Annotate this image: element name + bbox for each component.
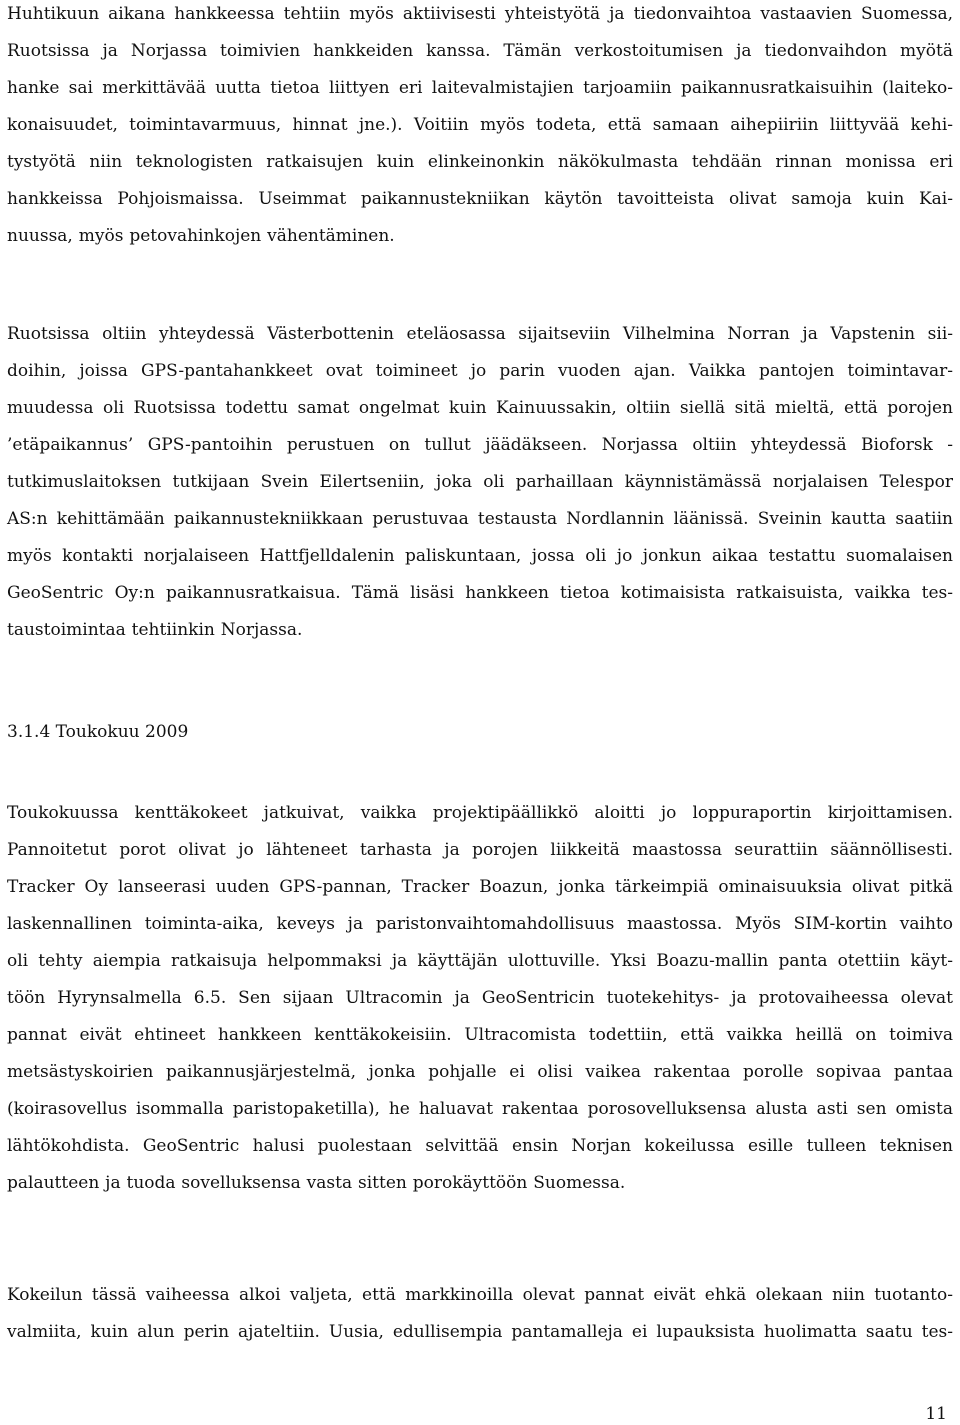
text-line: muudessa oli Ruotsissa todettu samat ongelmat kuin Kainuussakin, oltiin siellä sitä mieltä, että porojen — [7, 398, 953, 418]
text-line: oli tehty aiempia ratkaisuja helpommaksi ja käyttäjän ulottuville. Yksi Boazu-mallin panta otettiin käyt- — [7, 951, 953, 971]
text-line: lähtökohdista. GeoSentric halusi puolestaan selvittää ensin Norjan kokeilussa esille tulleen teknisen — [7, 1136, 953, 1156]
text-line: ’etäpaikannus’ GPS-pantoihin perustuen on tullut jäädäkseen. Norjassa oltiin yhteydessä Bioforsk - — [7, 435, 953, 455]
text-line: Tracker Oy lanseerasi uuden GPS-pannan, Tracker Boazun, jonka tärkeimpiä ominaisuuksia olivat pitkä — [7, 877, 953, 897]
text-line: taustoimintaa tehtiinkin Norjassa. — [7, 620, 303, 640]
text-line: Toukokuussa kenttäkokeet jatkuivat, vaikka projektipäällikkö aloitti jo loppuraportin kirjoittamisen. — [7, 803, 953, 823]
text-line: Ruotsissa ja Norjassa toimivien hankkeiden kanssa. Tämän verkostoitumisen ja tiedonvaihdon myötä — [7, 41, 953, 61]
text-line: tystyötä niin teknologisten ratkaisujen kuin elinkeinonkin näkökulmasta tehdään rinnan monissa eri — [7, 152, 953, 172]
paragraph-may-field-tests — [7, 795, 953, 1202]
paragraph-april-cooperation — [7, 0, 953, 255]
text-line: pannat eivät ehtineet hankkeen kenttäkokeisiin. Ultracomista todettiin, että vaikka heillä on toimiva — [7, 1025, 953, 1045]
paragraph-sweden-norway — [7, 316, 953, 649]
text-line: laskennallinen toiminta-aika, keveys ja paristonvaihtomahdollisuus maastossa. Myös SIM-kortin vaihto — [7, 914, 953, 934]
text-line: tutkimuslaitoksen tutkijaan Svein Eilertseniin, joka oli parhaillaan käynnistämässä norjalaisen Telespor — [7, 472, 953, 492]
text-line: konaisuudet, toimintavarmuus, hinnat jne.). Voitiin myös todeta, että samaan aihepiiriin liittyvää kehi- — [7, 115, 953, 135]
text-line: Huhtikuun aikana hankkeessa tehtiin myös aktiivisesti yhteistyötä ja tiedonvaihtoa vastaavien Suomessa, — [7, 4, 953, 24]
text-line: metsästyskoirien paikannusjärjestelmä, jonka pohjalle ei olisi vaikea rakentaa porolle sopivaa pantaa — [7, 1062, 953, 1082]
text-line: myös kontakti norjalaiseen Hattfjelldalenin paliskuntaan, jossa oli jo jonkun aikaa testattu suomalaisen — [7, 546, 953, 566]
text-line: valmiita, kuin alun perin ajateltiin. Uusia, edullisempia pantamalleja ei lupauksista huolimatta saatu tes- — [7, 1322, 953, 1342]
text-line: hankkeissa Pohjoismaissa. Useimmat paikannustekniikan käytön tavoitteista olivat samoja kuin Kai- — [7, 189, 953, 209]
paragraph-experiment-phase — [7, 1277, 953, 1351]
text-line: palautteen ja tuoda sovelluksensa vasta sitten porokäyttöön Suomessa. — [7, 1173, 626, 1193]
text-line: AS:n kehittämään paikannustekniikkaan perustuvaa testausta Nordlannin läänissä. Sveinin kautta saatiin — [7, 509, 953, 529]
section-heading: 3.1.4 Toukokuu 2009 — [7, 722, 189, 742]
text-line: (koirasovellus isommalla paristopaketilla), he haluavat rakentaa porosovelluksensa alusta asti sen omista — [7, 1099, 953, 1119]
text-line: töön Hyrynsalmella 6.5. Sen sijaan Ultracomin ja GeoSentricin tuotekehitys- ja protovaiheessa olevat — [7, 988, 953, 1008]
text-line: hanke sai merkittävää uutta tietoa liittyen eri laitevalmistajien tarjoamiin paikannusratkaisuihin (laiteko- — [7, 78, 953, 98]
text-line: Ruotsissa oltiin yhteydessä Västerbottenin eteläosassa sijaitseviin Vilhelmina Norran ja Vapstenin sii- — [7, 324, 953, 344]
page-number: 11 — [925, 1404, 947, 1424]
text-line: GeoSentric Oy:n paikannusratkaisua. Tämä lisäsi hankkeen tietoa kotimaisista ratkaisuista, vaikka tes- — [7, 583, 953, 603]
text-line: Kokeilun tässä vaiheessa alkoi valjeta, että markkinoilla olevat pannat eivät ehkä olekaan niin tuotanto- — [7, 1285, 953, 1305]
text-line: doihin, joissa GPS-pantahankkeet ovat toimineet jo parin vuoden ajan. Vaikka pantojen toimintavar- — [7, 361, 953, 381]
text-line: nuussa, myös petovahinkojen vähentäminen. — [7, 226, 395, 246]
text-line: Pannoitetut porot olivat jo lähteneet tarhasta ja porojen liikkeitä maastossa seurattiin säännöllisesti. — [7, 840, 953, 860]
